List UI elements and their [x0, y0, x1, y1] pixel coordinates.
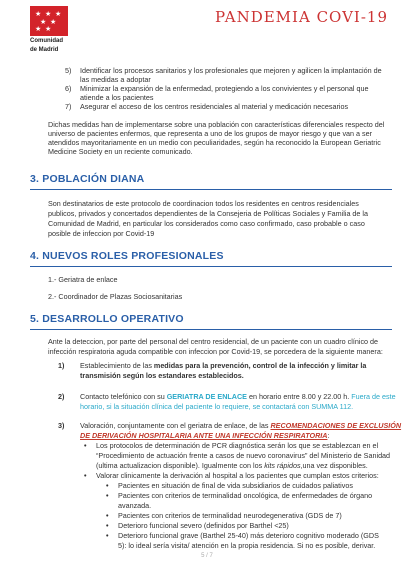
- sub-item: Pacientes con criterios de terminalidad neurodegenerativa (GDS de 7): [118, 511, 342, 520]
- role-item: 1.- Geriatra de enlace: [48, 275, 118, 284]
- section-5-heading: 5. DESARROLLO OPERATIVO: [30, 313, 184, 325]
- bullet-line: “Procedimiento de actuación frente a casos de nuevo coronavirus” del Ministerio de Sanidad: [96, 451, 391, 460]
- sub-bullet-dot: •: [106, 531, 109, 540]
- section-4-heading: 4. NUEVOS ROLES PROFESIONALES: [30, 250, 224, 262]
- sub-item: Deterioro funcional grave (Barthel 25-40) más deterioro cognitivo moderado (GDS: [118, 531, 379, 540]
- step-1-number: 1): [58, 361, 65, 370]
- sub-item: avanzada.: [118, 501, 152, 510]
- step-2-number: 2): [58, 392, 65, 401]
- sub-item: Deterioro funcional severo (definidos por Barthel <25): [118, 521, 289, 530]
- sub-bullet-dot: •: [106, 481, 109, 490]
- sub-bullet-dot: •: [106, 521, 109, 530]
- page-number: 5 / 7: [201, 553, 213, 559]
- step-1-line: transmisión según los estandares establecidos.: [80, 371, 244, 380]
- logo-line2: de Madrid: [30, 47, 59, 53]
- section-divider: [30, 189, 392, 190]
- sub-bullet-dot: •: [106, 511, 109, 520]
- bullet-line: (ultima actualizacion disponible). Igualmente con los kits rápidos,una vez disponibles.: [96, 461, 368, 470]
- step-2-line: Contacto telefónico con su GERIATRA DE ENLACE en horario entre 8.00 y 22.00 h. Fuera de este: [80, 392, 396, 401]
- step-2-line: horario, si la situación clínica del paciente lo requiere, se contactará con SUMMA 112.: [80, 402, 354, 411]
- bullet-dot: •: [84, 471, 87, 480]
- sub-bullet-dot: •: [106, 491, 109, 500]
- bullet-line: Los protocolos de determinación de PCR diagnóstica serán los que se establezcan en el: [96, 441, 379, 450]
- section-5-intro-line: Ante la deteccion, por parte del personal del centro residencial, de un paciente con un cuadro clínico de: [48, 337, 379, 346]
- bullet-dot: •: [84, 441, 87, 450]
- logo-line1: Comunidad: [30, 38, 63, 44]
- bullet-line: Valorar clinicamente la derivación al hospital a los pacientes que cumplan estos criterios:: [96, 471, 379, 480]
- comunidad-de-madrid-logo: [30, 6, 90, 54]
- sub-item: 5): lo ideal sería visita/ atención en la propia residencia. Si no es posible, derivar.: [118, 541, 376, 550]
- document-title: PANDEMIA COVI-19: [215, 8, 388, 26]
- section-divider: [30, 266, 392, 267]
- section-3-heading: 3. POBLACIÓN DIANA: [30, 173, 145, 185]
- step-3-line: DE DERIVACIÓN HOSPITALARIA ANTE UNA INFECCIÓN RESPIRATORIA:: [80, 431, 330, 440]
- step-3-number: 3): [58, 421, 65, 430]
- step-3-line: Valoración, conjuntamente con el geriatra de enlace, de las RECOMENDACIONES DE EXCLUSIÓN: [80, 421, 402, 430]
- sub-item: Pacientes en situación de final de vida subsidiarios de cuidados paliativos: [118, 481, 353, 490]
- section-5-intro-line: infección respiratoria aguda compatible con infeccion por Covid-19, se porcedera de la siguiente manera:: [48, 347, 383, 356]
- section-divider: [30, 329, 392, 330]
- madrid-flag-icon: ★ ★ ★ ★ ★ ★ ★: [30, 6, 68, 36]
- sub-item: Pacientes con criterios de terminalidad oncológica, de enfermedades de órgano: [118, 491, 373, 500]
- role-item: 2.- Coordinador de Plazas Sociosanitarias: [48, 292, 183, 301]
- step-1-line: Establecimiento de las medidas para la prevención, control de la infección y limitar la: [80, 361, 367, 370]
